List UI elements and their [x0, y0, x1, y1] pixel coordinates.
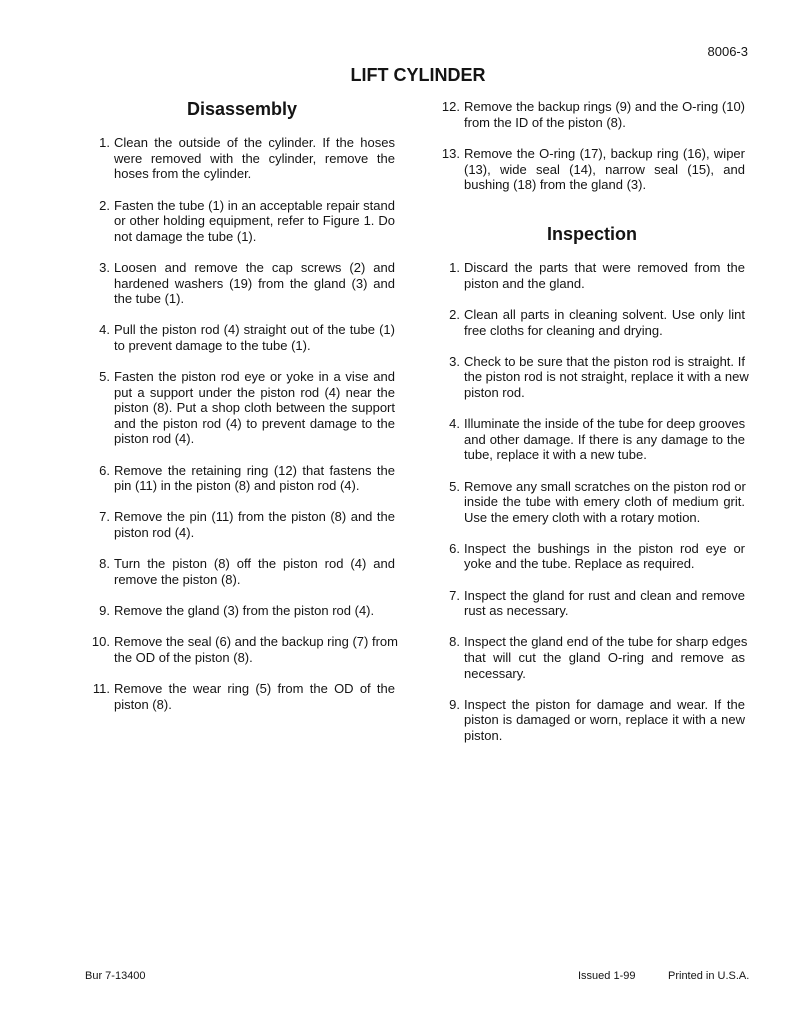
disassembly-step [86, 681, 398, 712]
step-number: 9. [99, 603, 110, 618]
step-text-line: Remove the retaining ring (12) that fastens the [114, 462, 395, 478]
step-text-line: necessary. [464, 665, 526, 681]
step-number: 13. [441, 145, 460, 161]
step-text-line: piston is damaged or worn, replace it with a new [464, 712, 745, 728]
inspection-step [436, 260, 748, 291]
step-text-line: Pull the piston rod (4) straight out of the tube (1) [114, 322, 395, 338]
footer-document-number: Bur 7-13400 [85, 970, 146, 982]
step-number: 11. [92, 680, 110, 696]
inspection-step [436, 697, 748, 744]
step-text-line: hardened washers (19) from the gland (3) and [114, 275, 395, 291]
step-text-line: Discard the parts that were removed from the [464, 260, 745, 276]
step-text-line: free cloths for cleaning and drying. [464, 322, 663, 338]
step-text-line: Remove the pin (11) from the piston (8) and the [114, 509, 395, 525]
disassembly-step [86, 322, 398, 353]
step-text-line: Fasten the piston rod eye or yoke in a vise and [114, 369, 395, 385]
inspection-step [436, 354, 748, 401]
inspection-steps [436, 260, 748, 759]
step-number: 1. [449, 260, 460, 276]
step-text [114, 260, 395, 307]
step-text [464, 146, 745, 193]
disassembly-step [86, 509, 398, 540]
disassembly-heading: Disassembly [186, 99, 298, 119]
step-text [114, 603, 395, 619]
disassembly-step [86, 556, 398, 587]
disassembly-step [86, 369, 398, 447]
step-number: 6. [449, 540, 460, 556]
step-text-line: Remove any small scratches on the piston rod or [464, 478, 746, 494]
step-text-line: from the ID of the piston (8). [464, 114, 626, 130]
step-text-line: Remove the wear ring (5) from the OD of the [114, 680, 395, 696]
step-text-line: to prevent damage to the tube (1). [114, 337, 311, 353]
step-text [464, 416, 745, 463]
step-text-line: put a support under the piston rod (4) near the [114, 384, 395, 400]
step-text-line: Use the emery cloth with a rotary motion. [464, 509, 701, 525]
step-text-line: Remove the seal (6) and the backup ring (7) from [114, 634, 398, 650]
step-text-line: Inspect the bushings in the piston rod eye or [464, 540, 745, 556]
step-text-line: Turn the piston (8) off the piston rod (4) and [114, 556, 395, 572]
disassembly-steps-column-1 [86, 135, 398, 728]
step-number: 9. [449, 696, 460, 712]
step-number: 7. [449, 587, 460, 603]
step-text [114, 634, 398, 665]
step-text-line: not damage the tube (1). [114, 228, 257, 244]
step-text-line: that will cut the gland O-ring and remove as [464, 650, 745, 666]
step-number: 5. [449, 478, 460, 494]
step-text [464, 353, 749, 401]
step-text-line: the OD of the piston (8). [114, 649, 253, 665]
step-text-line: Fasten the tube (1) in an acceptable repair stand [114, 197, 395, 213]
step-text-line: Inspect the piston for damage and wear. If the [464, 696, 745, 712]
step-text-line: piston and the gland. [464, 275, 585, 291]
disassembly-step [436, 146, 748, 193]
step-text-line: the piston rod is not straight, replace it with a new [464, 369, 749, 385]
disassembly-step [86, 603, 398, 619]
step-number: 10. [91, 634, 110, 650]
step-number: 6. [99, 462, 110, 478]
step-text-line: piston rod (4). [114, 525, 195, 541]
inspection-step [436, 416, 748, 463]
step-text [464, 697, 745, 744]
inspection-step [436, 634, 748, 681]
inspection-step [436, 307, 748, 338]
step-number: 1. [99, 135, 110, 151]
step-number: 4. [449, 416, 460, 432]
step-text-line: piston (8). Put a shop cloth between the support [114, 400, 395, 416]
step-text [114, 198, 395, 245]
step-number: 7. [99, 509, 110, 525]
step-text [464, 99, 745, 130]
step-number: 5. [99, 369, 110, 385]
step-number: 4. [99, 322, 110, 338]
step-text-line: Remove the backup rings (9) and the O-ring (10) [464, 99, 745, 115]
step-number: 3. [449, 353, 460, 369]
step-text [114, 369, 395, 447]
step-text-line: bushing (18) from the gland (3). [464, 177, 647, 193]
step-number: 2. [99, 197, 110, 213]
step-text-line: tube, replace it with a new tube. [464, 447, 647, 463]
step-text-line: remove the piston (8). [114, 571, 241, 587]
disassembly-step [436, 99, 748, 130]
step-text [464, 588, 745, 619]
step-text-line: yoke and the tube. Replace as required. [464, 556, 695, 572]
step-text-line: Clean the outside of the cylinder. If the hoses [114, 135, 395, 151]
step-text-line: Clean all parts in cleaning solvent. Use only lint [464, 306, 745, 322]
step-text-line: rust as necessary. [464, 603, 569, 619]
step-number: 8. [99, 556, 110, 572]
disassembly-step [86, 260, 398, 307]
page-number: 8006-3 [707, 44, 748, 59]
step-text-line: Inspect the gland for rust and clean and remove [464, 587, 745, 603]
step-text-line: the tube (1). [114, 291, 185, 307]
step-text-line: pin (11) in the piston (8) and piston rod (4). [114, 478, 360, 494]
step-text [464, 307, 745, 338]
step-text-line: piston rod. [464, 384, 525, 400]
step-text [464, 541, 745, 572]
step-text-line: Remove the O-ring (17), backup ring (16), wiper [464, 145, 745, 161]
disassembly-steps-column-2 [436, 99, 748, 208]
step-text [464, 479, 745, 526]
page-title: LIFT CYLINDER [350, 65, 486, 85]
step-text-line: and other damage. If there is any damage to the [464, 431, 745, 447]
step-text-line: piston (8). [114, 696, 172, 712]
step-text-line: or other holding equipment, refer to Figure 1. Do [114, 213, 395, 229]
step-text [114, 509, 395, 540]
step-text-line: piston. [464, 728, 503, 743]
step-text [114, 322, 395, 353]
disassembly-step [86, 198, 398, 245]
step-text [114, 463, 395, 494]
step-text-line: inside the tube with emery cloth of medium grit. [464, 494, 745, 510]
step-text [464, 634, 748, 681]
step-text [114, 556, 395, 587]
step-text-line: were removed with the cylinder, remove the [114, 150, 395, 166]
step-number: 2. [449, 306, 460, 322]
step-text [114, 681, 395, 712]
disassembly-step [86, 634, 398, 665]
step-text-line: Inspect the gland end of the tube for sharp edges [464, 634, 748, 650]
disassembly-step [86, 463, 398, 494]
step-number: 8. [449, 634, 460, 650]
step-text-line: Check to be sure that the piston rod is straight. If [464, 353, 745, 369]
disassembly-step [86, 135, 398, 182]
step-text-line: piston rod (4). [114, 431, 195, 447]
step-text-line: and the piston rod (4) to prevent damage to the [114, 415, 395, 431]
step-text-line: Remove the gland (3) from the piston rod (4). [114, 603, 375, 618]
step-text-line: (13), wide seal (14), narrow seal (15), and [464, 161, 745, 177]
step-text [114, 135, 395, 182]
inspection-step [436, 588, 748, 619]
inspection-heading: Inspection [546, 224, 637, 244]
footer-issued-date: Issued 1-99 [578, 970, 636, 982]
step-text-line: Illuminate the inside of the tube for deep grooves [464, 416, 746, 432]
inspection-step [436, 479, 748, 526]
step-text-line: Loosen and remove the cap screws (2) and [114, 259, 395, 275]
step-text-line: hoses from the cylinder. [114, 166, 252, 182]
inspection-step [436, 541, 748, 572]
step-number: 3. [99, 259, 110, 275]
step-number: 12. [441, 99, 460, 115]
footer-printed-in: Printed in U.S.A. [668, 970, 750, 982]
step-text [464, 260, 745, 291]
